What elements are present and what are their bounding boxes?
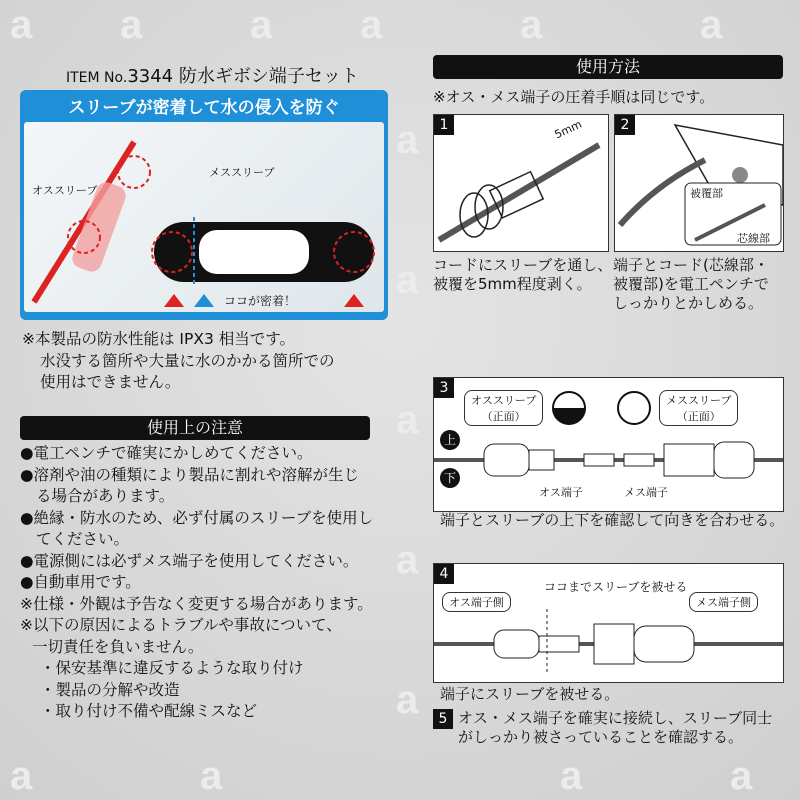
male-side-tag: オス端子側 xyxy=(442,592,511,612)
male-terminal-label: オス端子 xyxy=(539,486,583,499)
female-sleeve-label: メススリーブ xyxy=(209,166,275,179)
tag-line: オススリーブ xyxy=(471,394,537,407)
female-sleeve-front-tag xyxy=(659,390,738,426)
caution-line: る場合があります。 xyxy=(36,487,175,505)
step4-panel xyxy=(433,563,784,683)
step1-caption xyxy=(433,256,612,294)
male-sleeve-label: オススリーブ xyxy=(32,184,98,197)
caution-line: ●溶剤や油の種類により製品に割れや溶解が生じ xyxy=(20,465,360,484)
tag-line: （正面） xyxy=(481,410,526,423)
core-label: 芯線部 xyxy=(737,232,770,245)
usage-note: ※オス・メス端子の圧着手順は同じです。 xyxy=(433,88,715,106)
usage-heading: 使用方法 xyxy=(433,55,783,79)
caption-line: オス・メス端子を確実に接続し、スリーブ同士 xyxy=(458,709,773,727)
strip-length: 5mm xyxy=(552,117,584,142)
product-title xyxy=(66,62,359,88)
caution-line: ※仕様・外観は予告なく変更する場合があります。 xyxy=(20,594,373,613)
tag-line: （正面） xyxy=(676,410,721,423)
caution-line: ・製品の分解や改造 xyxy=(40,680,180,699)
caption-line: がしっかり被さっていることを確認する。 xyxy=(458,728,744,746)
sleeve-illustration xyxy=(24,122,384,312)
caption-line: 端子とコード(芯線部・ xyxy=(613,256,769,274)
caution-line: ●電源側には必ずメス端子を使用してください。 xyxy=(20,551,359,570)
step4-caption: 端子にスリーブを被せる。 xyxy=(440,685,620,703)
female-side-tag: メス端子側 xyxy=(689,592,758,612)
sleeve-photo xyxy=(24,122,384,312)
step3-panel xyxy=(433,377,784,512)
caution-line: ※以下の原因によるトラブルや事故について、 xyxy=(20,616,342,634)
up-marker: 上 xyxy=(440,430,460,450)
note-line: 使用はできません。 xyxy=(40,373,181,391)
step1-panel xyxy=(433,114,609,252)
feature-banner xyxy=(20,90,388,320)
banner-heading: スリーブが密着して水の侵入を防ぐ xyxy=(68,98,340,118)
cautions-heading: 使用上の注意 xyxy=(20,416,370,440)
caption-line: 被覆を5mm程度剥く。 xyxy=(433,275,592,293)
step3-caption: 端子とスリーブの上下を確認して向きを合わせる。 xyxy=(440,511,785,529)
caution-line: ●電工ペンチで確実にかしめてください。 xyxy=(20,444,313,462)
caution-line: ・保安基準に違反するような取り付け xyxy=(40,659,304,677)
item-prefix: ITEM No. xyxy=(66,70,128,86)
product-name: 防水ギボシ端子セット xyxy=(178,66,359,87)
step2-caption xyxy=(613,256,769,313)
step2-panel xyxy=(614,114,784,252)
step-number: 3 xyxy=(434,378,454,398)
caution-line: ●絶縁・防水のため、必ず付属のスリーブを使用し xyxy=(20,508,374,527)
male-sleeve-front-tag xyxy=(464,390,543,426)
note-line: ※本製品の防水性能は IPX3 相当です。 xyxy=(22,330,296,348)
cautions-list xyxy=(20,443,373,723)
female-terminal-label: メス端子 xyxy=(624,486,668,499)
tag-line: メススリーブ xyxy=(666,394,732,407)
cover-label: 被覆部 xyxy=(690,187,723,200)
step-number: 4 xyxy=(434,564,454,584)
step-number: 1 xyxy=(434,115,454,135)
seal-label: ココが密着！ xyxy=(224,294,297,308)
caution-line: ・取り付け不備や配線ミスなど xyxy=(40,702,258,720)
cover-to-label: ココまでスリーブを被せる xyxy=(544,580,688,594)
caution-line: 一切責任を負いません。 xyxy=(32,637,204,656)
caution-line: ●自動車用です。 xyxy=(20,573,141,591)
caption-line: しっかりとかしめる。 xyxy=(613,294,764,312)
step5-caption xyxy=(458,709,772,747)
step-number: 2 xyxy=(615,115,635,135)
caption-line: コードにスリーブを通し、 xyxy=(433,256,613,274)
down-marker: 下 xyxy=(440,468,460,488)
caption-line: 被覆部)を電工ペンチで xyxy=(613,275,769,293)
background-pattern: a a a a a a a a a a a a a a a xyxy=(0,0,800,800)
caution-line: てください。 xyxy=(36,530,130,548)
step5-number: 5 xyxy=(433,709,453,729)
note-line: 水没する箇所や大量に水のかかる箇所での xyxy=(40,351,335,370)
waterproof-note xyxy=(22,329,335,394)
item-number: 3344 xyxy=(127,66,174,87)
strip-wire-illustration xyxy=(434,115,608,251)
